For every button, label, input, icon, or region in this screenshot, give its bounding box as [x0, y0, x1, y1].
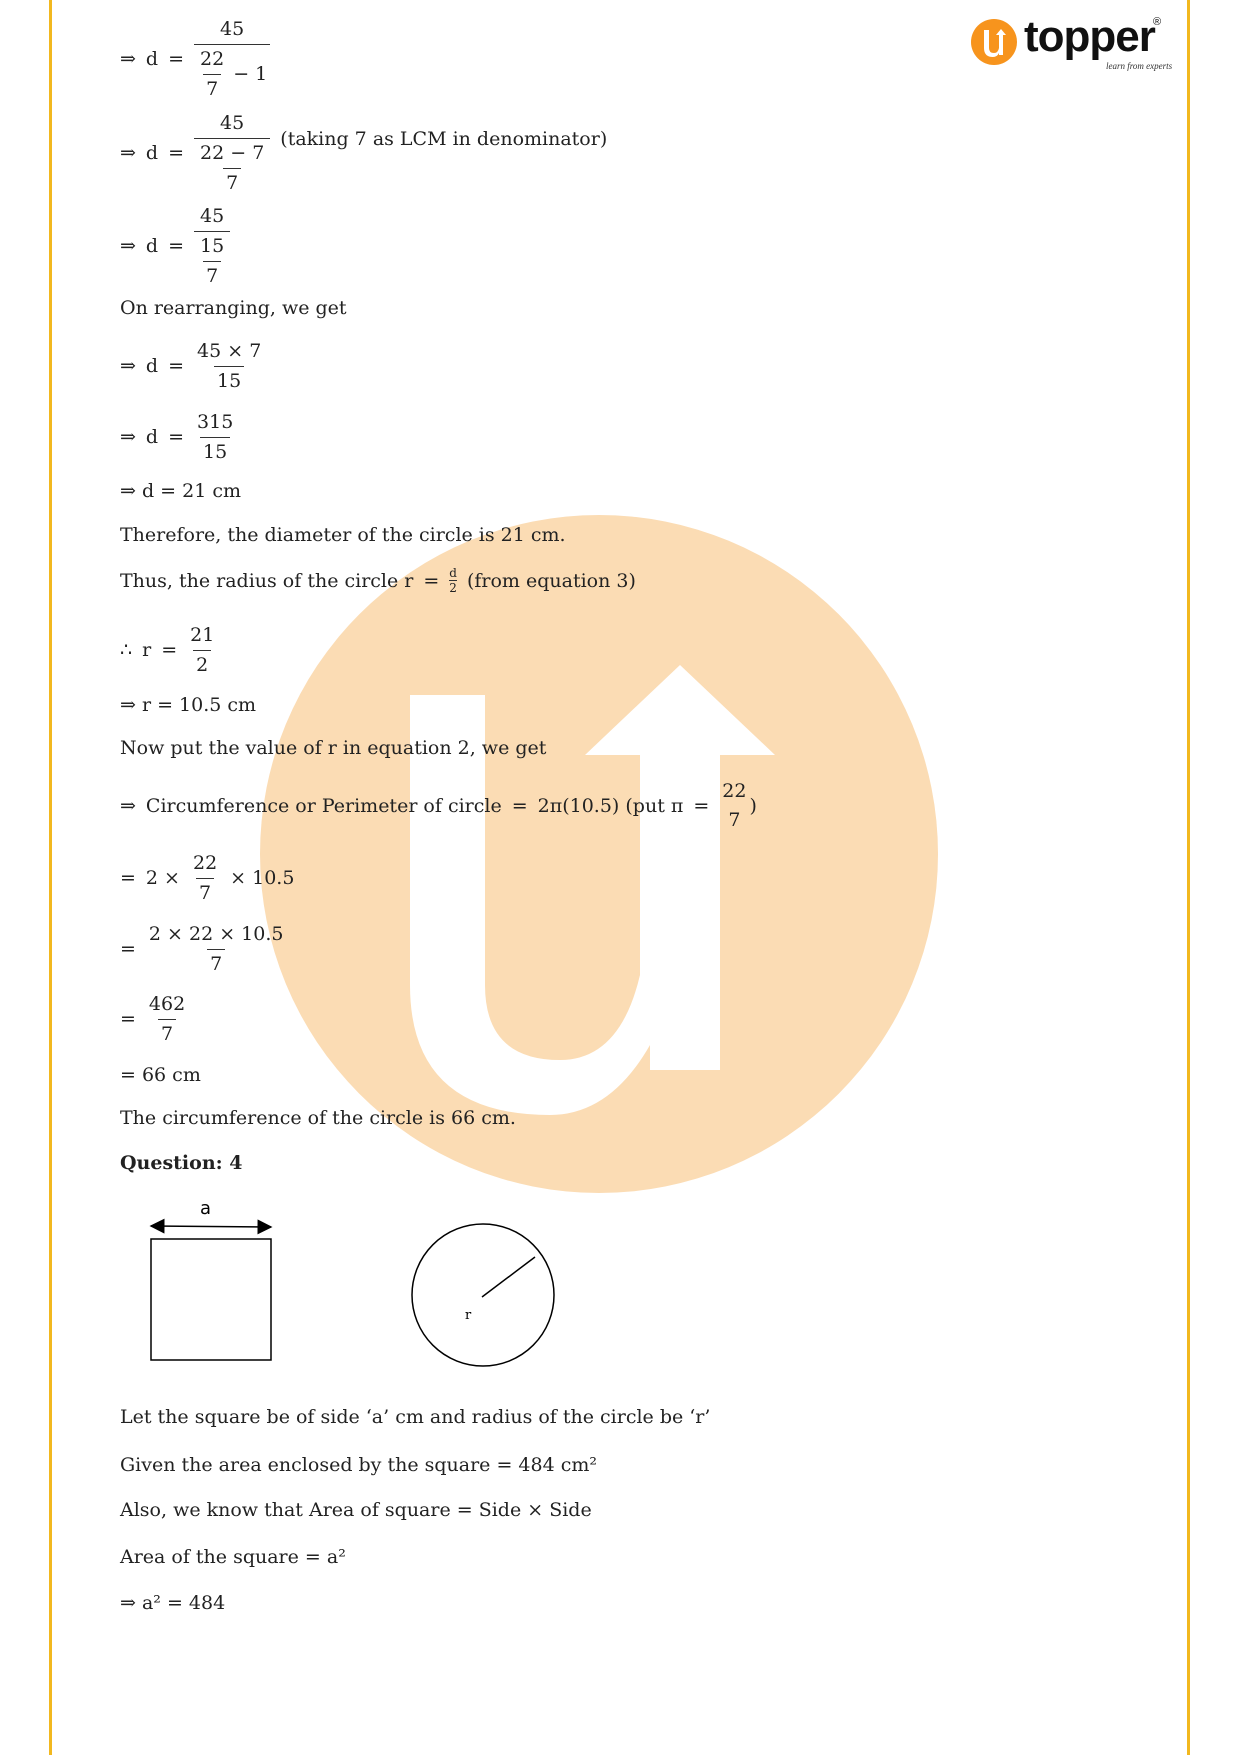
text-line-diameter-conclusion: Therefore, the diameter of the circle is 21 cm. — [120, 524, 566, 546]
numerator: 22 — [722, 780, 747, 802]
numerator: 45 × 7 — [197, 340, 262, 362]
fraction — [146, 993, 188, 1046]
variable: d — [145, 426, 159, 449]
small-fraction — [449, 567, 457, 595]
equation-line-16 — [120, 993, 198, 1046]
denominator: 15 — [200, 437, 230, 464]
equals-sign: = — [168, 142, 185, 165]
variable: d — [145, 235, 159, 258]
text-line-diameter-result: ⇒ d = 21 cm — [120, 480, 241, 502]
implies-symbol: ⇒ — [120, 48, 136, 71]
equation-line-14 — [120, 852, 304, 905]
fraction — [194, 340, 264, 393]
equation-line-radius — [120, 567, 646, 595]
radius-text: Thus, the radius of the circle r — [120, 570, 414, 593]
equals-sign: = — [423, 570, 440, 593]
variable: r — [142, 639, 152, 662]
therefore-symbol: ∴ — [120, 639, 133, 662]
page-border-right — [1187, 0, 1190, 1755]
equation-line-3 — [120, 205, 240, 287]
expression: 2π(10.5) (put π — [537, 794, 684, 817]
registered-mark: ® — [1153, 16, 1162, 28]
numerator: 45 — [200, 205, 225, 227]
brand-tagline: learn from experts — [1106, 61, 1173, 71]
watermark-logo-icon — [260, 515, 938, 1193]
close-paren: ) — [749, 794, 757, 817]
numerator: 462 — [148, 993, 186, 1015]
inner-numerator: 22 − 7 — [200, 141, 265, 164]
lcm-note: (taking 7 as LCM in denominator) — [280, 128, 608, 151]
equation-line-1 — [120, 18, 280, 100]
fraction — [194, 205, 230, 287]
denominator: 7 — [196, 878, 214, 905]
text-line-given-area: Given the area enclosed by the square = 484 cm² — [120, 1454, 597, 1476]
equation-line-circumference — [120, 780, 767, 832]
numerator: 21 — [190, 624, 215, 646]
numerator: d — [449, 566, 457, 580]
equation-line-15 — [120, 923, 297, 976]
text-line-rearranging: On rearranging, we get — [120, 297, 347, 319]
equals-sign: = — [168, 48, 185, 71]
text-line-area-formula: Also, we know that Area of square = Side × Side — [120, 1499, 592, 1521]
minus-one: − 1 — [233, 62, 268, 85]
numerator: 45 — [220, 112, 245, 134]
denominator: 7 — [158, 1019, 176, 1046]
square-side-label: a — [200, 1198, 212, 1219]
denominator: 7 — [207, 949, 225, 976]
fraction — [187, 624, 217, 677]
equals-sign: = — [120, 867, 136, 890]
inner-denominator: 7 — [223, 168, 241, 195]
equals-sign: = — [511, 794, 528, 817]
fraction — [719, 780, 749, 832]
numerator: 2 × 22 × 10.5 — [148, 923, 284, 945]
inner-numerator: 22 — [200, 47, 225, 70]
equals-sign: = — [168, 426, 185, 449]
equals-sign: = — [120, 938, 136, 961]
equation-reference: (from equation 3) — [466, 570, 636, 593]
implies-symbol: ⇒ — [120, 794, 136, 817]
inner-denominator: 7 — [203, 261, 221, 288]
equals-sign: = — [168, 355, 185, 378]
equation-line-5 — [120, 340, 274, 393]
numerator: 22 — [192, 852, 218, 874]
variable: d — [145, 142, 159, 165]
fraction — [194, 411, 236, 464]
topper-logo — [970, 12, 1173, 76]
text-line-let-square: Let the square be of side ‘a’ cm and radius of the circle be ‘r’ — [120, 1406, 711, 1428]
inner-numerator: 15 — [200, 234, 225, 257]
question-heading: Question: 4 — [120, 1152, 243, 1174]
topper-logo-icon — [970, 18, 1018, 66]
implies-symbol: ⇒ — [120, 426, 136, 449]
inner-denominator: 7 — [203, 74, 221, 101]
denominator — [194, 44, 270, 101]
implies-symbol: ⇒ — [120, 355, 136, 378]
page-border-left — [49, 0, 52, 1755]
fraction — [194, 18, 270, 100]
text-line-radius-result: ⇒ r = 10.5 cm — [120, 694, 257, 716]
equation-line-6 — [120, 411, 246, 464]
text-line-circumference-result: = 66 cm — [120, 1064, 201, 1086]
implies-symbol: ⇒ — [120, 142, 136, 165]
variable: d — [145, 355, 159, 378]
text-line-substitute: Now put the value of r in equation 2, we get — [120, 737, 547, 759]
denominator — [194, 138, 270, 195]
equals-sign: = — [161, 639, 178, 662]
expression-suffix: × 10.5 — [230, 867, 295, 890]
numerator: 315 — [197, 411, 234, 433]
equation-line-10 — [120, 624, 227, 677]
denominator: 7 — [728, 808, 741, 831]
variable: d — [145, 48, 159, 71]
text-line-area-square: Area of the square = a² — [120, 1546, 346, 1568]
fraction — [194, 112, 270, 194]
expression-prefix: 2 × — [145, 867, 180, 890]
brand-name: topper — [1024, 12, 1155, 61]
square-figure — [145, 1195, 285, 1365]
equals-sign: = — [693, 794, 710, 817]
numerator: 45 — [220, 18, 245, 40]
fraction — [146, 923, 287, 976]
text-line-a-squared: ⇒ a² = 484 — [120, 1592, 226, 1614]
denominator — [194, 231, 230, 288]
denominator: 2 — [449, 581, 457, 596]
equals-sign: = — [168, 235, 185, 258]
circumference-text: Circumference or Perimeter of circle — [145, 794, 502, 817]
equation-line-2 — [120, 112, 617, 194]
equals-sign: = — [120, 1008, 136, 1031]
denominator: 2 — [193, 650, 211, 677]
fraction — [190, 852, 220, 905]
circle-radius-label: r — [465, 1308, 472, 1323]
implies-symbol: ⇒ — [120, 235, 136, 258]
circle-figure — [405, 1222, 565, 1372]
text-line-circumference-conclusion: The circumference of the circle is 66 cm. — [120, 1107, 516, 1129]
denominator: 15 — [214, 366, 244, 393]
